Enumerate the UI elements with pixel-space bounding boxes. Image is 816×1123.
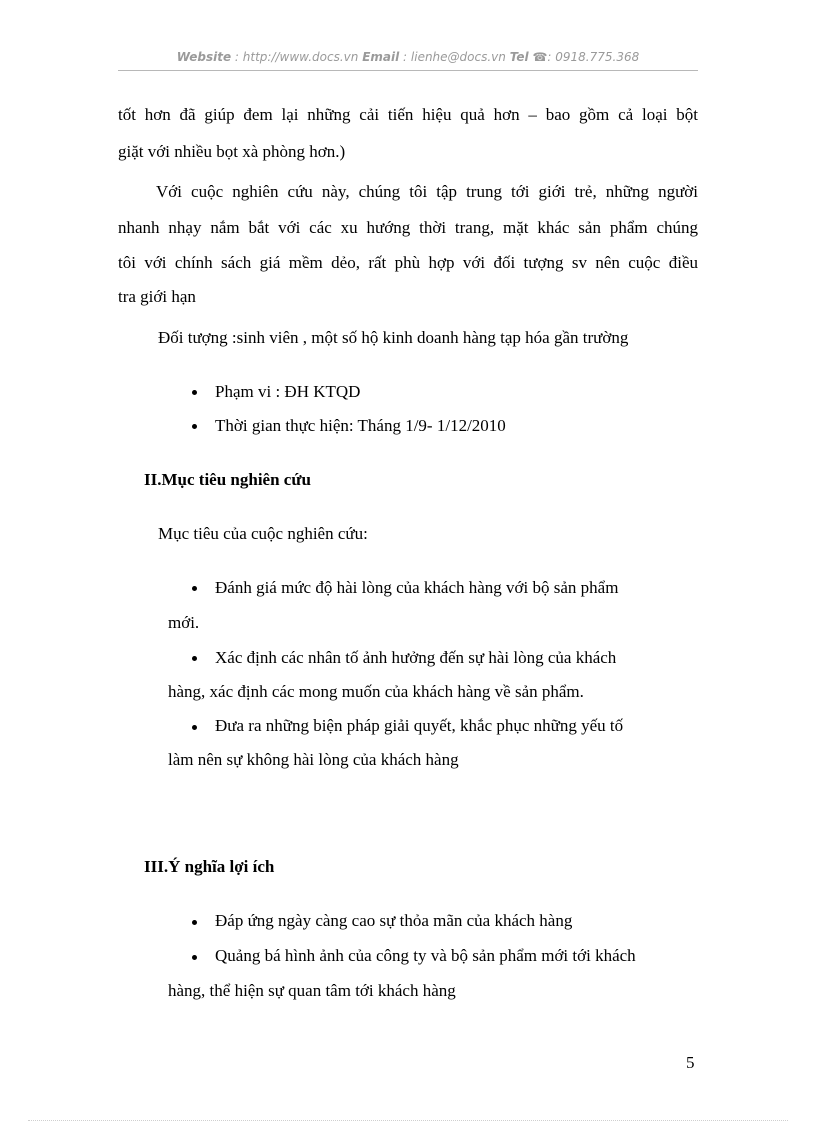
- website-label: Website: [176, 50, 232, 64]
- email-label: Email: [362, 50, 400, 64]
- section-3-heading: III.Ý nghĩa lợi ích: [144, 857, 275, 876]
- bullet-icon: [192, 955, 197, 960]
- objective-3-line-1: Đưa ra những biện pháp giải quyết, khắc phục những yếu tố: [215, 716, 624, 735]
- para-line-4: tra giới hạn: [118, 287, 196, 306]
- email-value: : lienhe@docs.vn: [403, 50, 506, 64]
- tel-label: Tel: [509, 50, 529, 64]
- para-line-3: tôi với chính sách giá mềm dẻo, rất phù hợp với đối tượng sv nên cuộc điều: [118, 253, 698, 272]
- subjects-line: Đối tượng :sinh viên , một số hộ kinh doanh hàng tạp hóa gần trường: [158, 328, 629, 347]
- page-number: 5: [686, 1053, 695, 1072]
- scope-bullet-2: Thời gian thực hiện: Tháng 1/9- 1/12/2010: [215, 416, 506, 435]
- bullet-icon: [192, 920, 197, 925]
- benefit-2-line-1: Quảng bá hình ảnh của công ty và bộ sản phẩm mới tới khách: [215, 946, 636, 965]
- section-2-heading: II.Mục tiêu nghiên cứu: [144, 470, 311, 489]
- benefit-2-line-2: hàng, thể hiện sự quan tâm tới khách hàng: [168, 981, 456, 1000]
- page-header: [118, 50, 698, 70]
- scope-bullet-1: Phạm vi : ĐH KTQD: [215, 382, 361, 401]
- objective-1-line-1: Đánh giá mức độ hài lòng của khách hàng với bộ sản phẩm: [215, 578, 619, 597]
- bullet-icon: [192, 656, 197, 661]
- footer-divider: [28, 1120, 788, 1121]
- website-value: : http://www.docs.vn: [234, 50, 359, 64]
- benefit-1-line-1: Đáp ứng ngày càng cao sự thỏa mãn của khách hàng: [215, 911, 573, 930]
- bullet-icon: [192, 586, 197, 591]
- objective-2-line-2: hàng, xác định các mong muốn của khách hàng về sản phẩm.: [168, 682, 584, 701]
- intro-line-2: giặt với nhiều bọt xà phòng hơn.): [118, 142, 346, 161]
- objective-2-line-1: Xác định các nhân tố ảnh hưởng đến sự hài lòng của khách: [215, 648, 617, 667]
- intro-line-1: tốt hơn đã giúp đem lại những cải tiến hiệu quả hơn – bao gồm cả loại bột: [118, 105, 698, 124]
- para-line-2: nhanh nhạy nắm bắt với các xu hướng thời trang, mặt khác sản phẩm chúng: [118, 218, 698, 237]
- objective-1-line-2: mới.: [168, 613, 200, 632]
- bullet-icon: [192, 424, 197, 429]
- tel-value: : 0918.775.368: [547, 50, 640, 64]
- header-divider: [118, 70, 698, 71]
- phone-icon: ☎: [532, 50, 548, 64]
- objective-3-line-2: làm nên sự không hài lòng của khách hàng: [168, 750, 459, 769]
- section-2-intro: Mục tiêu của cuộc nghiên cứu:: [158, 524, 368, 543]
- bullet-icon: [192, 390, 197, 395]
- bullet-icon: [192, 725, 197, 730]
- para-line-1: Với cuộc nghiên cứu này, chúng tôi tập trung tới giới trẻ, những người: [156, 182, 698, 201]
